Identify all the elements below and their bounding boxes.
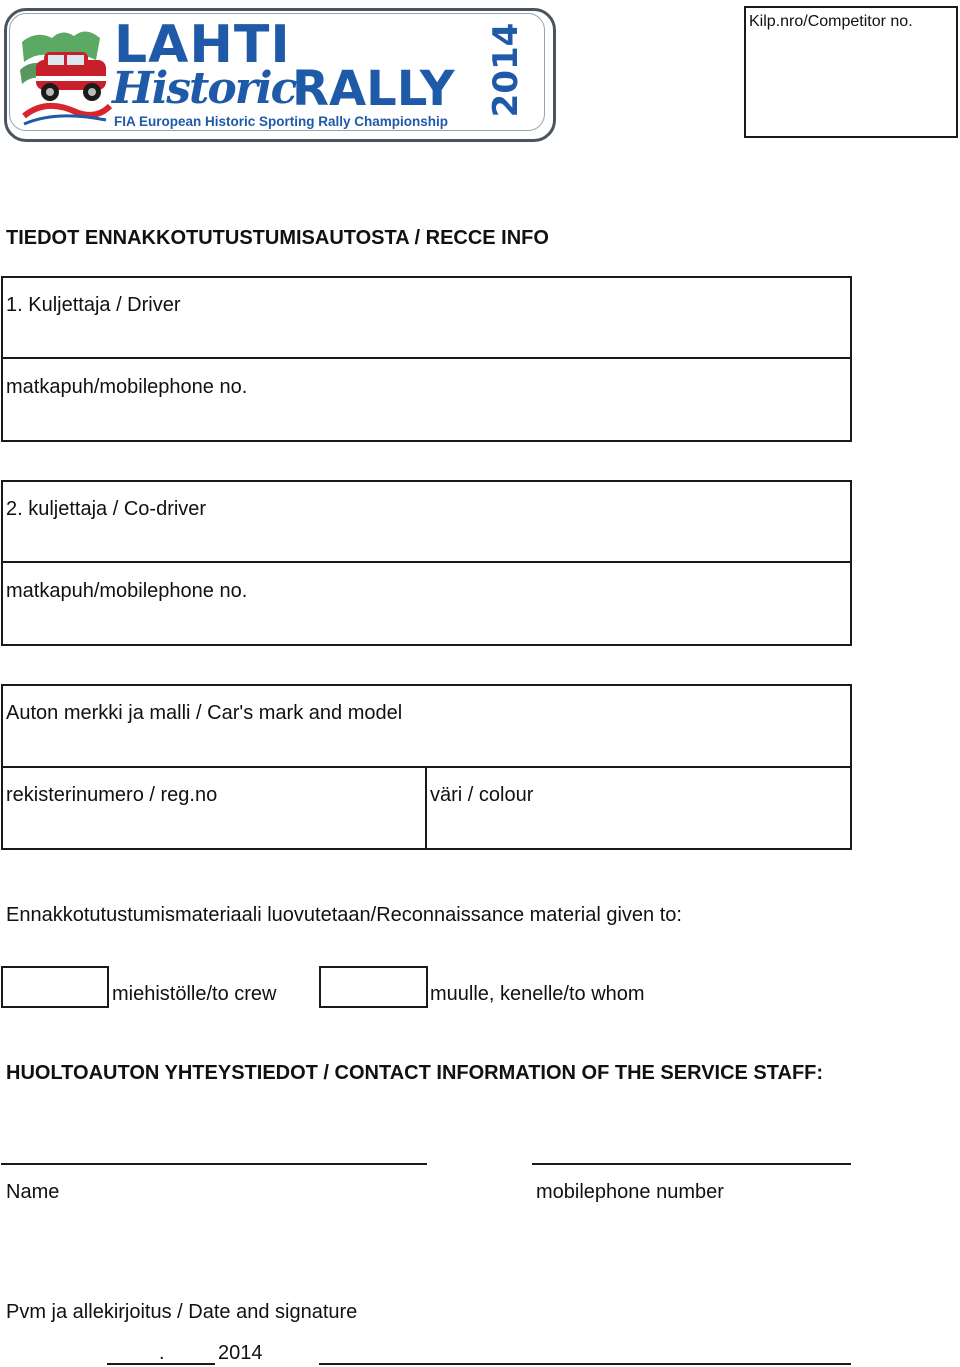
logo-year-text: 2014: [486, 22, 526, 118]
driver-name-field[interactable]: [3, 278, 850, 357]
other-option-label: muulle, kenelle/to whom: [430, 983, 645, 1005]
logo-historic-text: Historic: [112, 63, 296, 114]
service-staff-heading: HUOLTOAUTON YHTEYSTIEDOT / CONTACT INFORMATION OF THE SERVICE STAFF:: [6, 1062, 824, 1084]
service-name-label: Name: [6, 1181, 60, 1203]
codriver-phone-label: matkapuh/mobilephone no.: [6, 580, 248, 602]
driver-label: 1. Kuljettaja / Driver: [6, 294, 181, 316]
codriver-phone-field[interactable]: [3, 563, 850, 644]
signature-line[interactable]: [319, 1363, 851, 1365]
other-recipient-checkbox[interactable]: [319, 966, 428, 1008]
date-separator: .: [159, 1342, 165, 1364]
logo-rally-text: RALLY: [292, 61, 455, 117]
material-question: Ennakkotutustumismateriaali luovutetaan/Reconnaissance material given to:: [6, 904, 682, 926]
reg-number-field[interactable]: [3, 768, 425, 848]
logo-lahti-text: LAHTI: [114, 15, 291, 75]
recce-info-heading: TIEDOT ENNAKKOTUTUSTUMISAUTOSTA / RECCE INFO: [6, 227, 549, 249]
car-model-label: Auton merkki ja malli / Car's mark and model: [6, 702, 403, 724]
service-name-line[interactable]: [1, 1163, 427, 1165]
competitor-number-label: Kilp.nro/Competitor no.: [749, 13, 913, 30]
codriver-name-field[interactable]: [3, 482, 850, 561]
date-signature-label: Pvm ja allekirjoitus / Date and signature: [6, 1301, 358, 1323]
rally-car-icon: [16, 20, 114, 130]
crew-option-label: miehistölle/to crew: [112, 983, 277, 1005]
rally-logo: [4, 8, 556, 142]
date-year: 2014: [218, 1342, 263, 1364]
competitor-number-field[interactable]: [744, 6, 958, 138]
driver-phone-label: matkapuh/mobilephone no.: [6, 376, 248, 398]
service-phone-line[interactable]: [532, 1163, 851, 1165]
reg-number-label: rekisterinumero / reg.no: [6, 784, 218, 806]
logo-subtitle: FIA European Historic Sporting Rally Championship: [114, 114, 449, 129]
colour-label: väri / colour: [430, 784, 534, 806]
colour-field[interactable]: [427, 768, 850, 848]
car-model-field[interactable]: [3, 686, 850, 766]
driver-phone-field[interactable]: [3, 359, 850, 440]
codriver-label: 2. kuljettaja / Co-driver: [6, 498, 207, 520]
service-phone-label: mobilephone number: [536, 1181, 724, 1203]
crew-checkbox[interactable]: [1, 966, 109, 1008]
